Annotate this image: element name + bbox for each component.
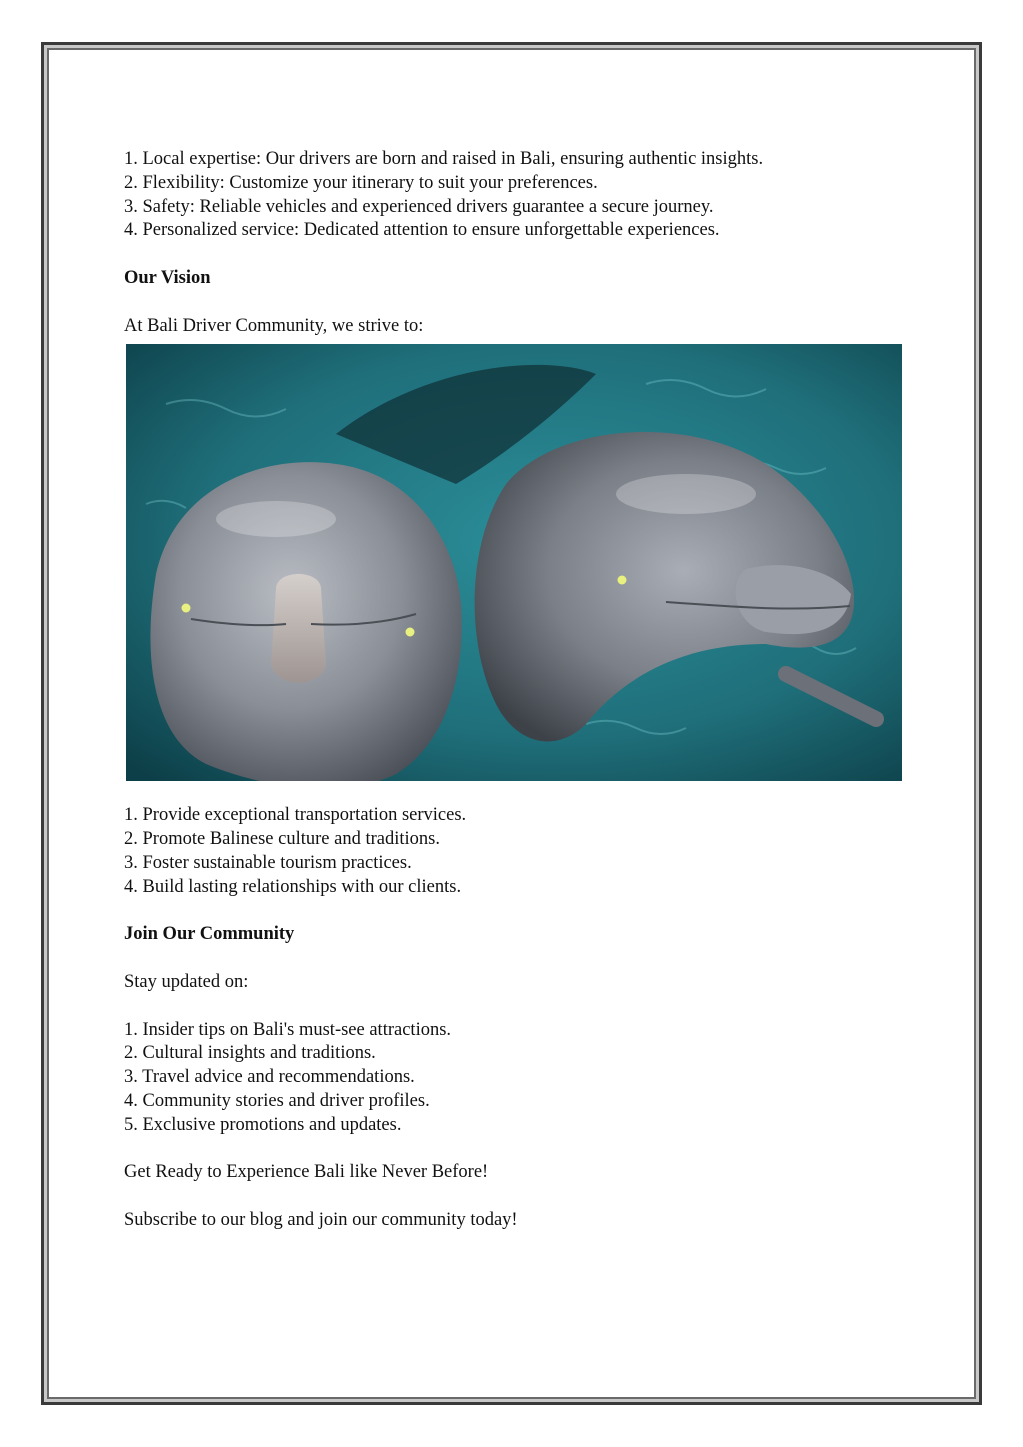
vision-heading: Our Vision	[124, 267, 211, 288]
list-item: 2. Flexibility: Customize your itinerary to suit your preferences.	[124, 172, 598, 193]
list-item: 1. Provide exceptional transportation services.	[124, 805, 467, 826]
dolphins-photo	[126, 344, 902, 781]
list-item: 3. Foster sustainable tourism practices.	[124, 852, 412, 873]
list-item: 2. Promote Balinese culture and traditions.	[124, 829, 440, 850]
list-item: 1. Insider tips on Bali's must-see attractions.	[124, 1019, 452, 1040]
community-heading: Join Our Community	[124, 924, 295, 945]
list-item: 4. Build lasting relationships with our clients.	[124, 876, 462, 897]
community-list	[124, 1019, 914, 1138]
list-item: 4. Community stories and driver profiles.	[124, 1090, 430, 1111]
vision-intro: At Bali Driver Community, we strive to:	[124, 315, 424, 336]
list-item: 4. Personalized service: Dedicated attention to ensure unforgettable experiences.	[124, 220, 720, 241]
closing-line: Get Ready to Experience Bali like Never Before!	[124, 1162, 489, 1183]
list-item: 3. Travel advice and recommendations.	[124, 1067, 415, 1088]
closing-cta: Subscribe to our blog and join our community today!	[124, 1209, 518, 1230]
community-intro: Stay updated on:	[124, 971, 249, 992]
document-body	[124, 148, 914, 1233]
list-item: 2. Cultural insights and traditions.	[124, 1043, 376, 1064]
vision-list	[124, 804, 914, 899]
list-item: 1. Local expertise: Our drivers are born and raised in Bali, ensuring authentic insights.	[124, 149, 764, 169]
list-item: 3. Safety: Reliable vehicles and experienced drivers guarantee a secure journey.	[124, 196, 714, 217]
list-item: 5. Exclusive promotions and updates.	[124, 1114, 402, 1135]
intro-list	[124, 148, 914, 243]
